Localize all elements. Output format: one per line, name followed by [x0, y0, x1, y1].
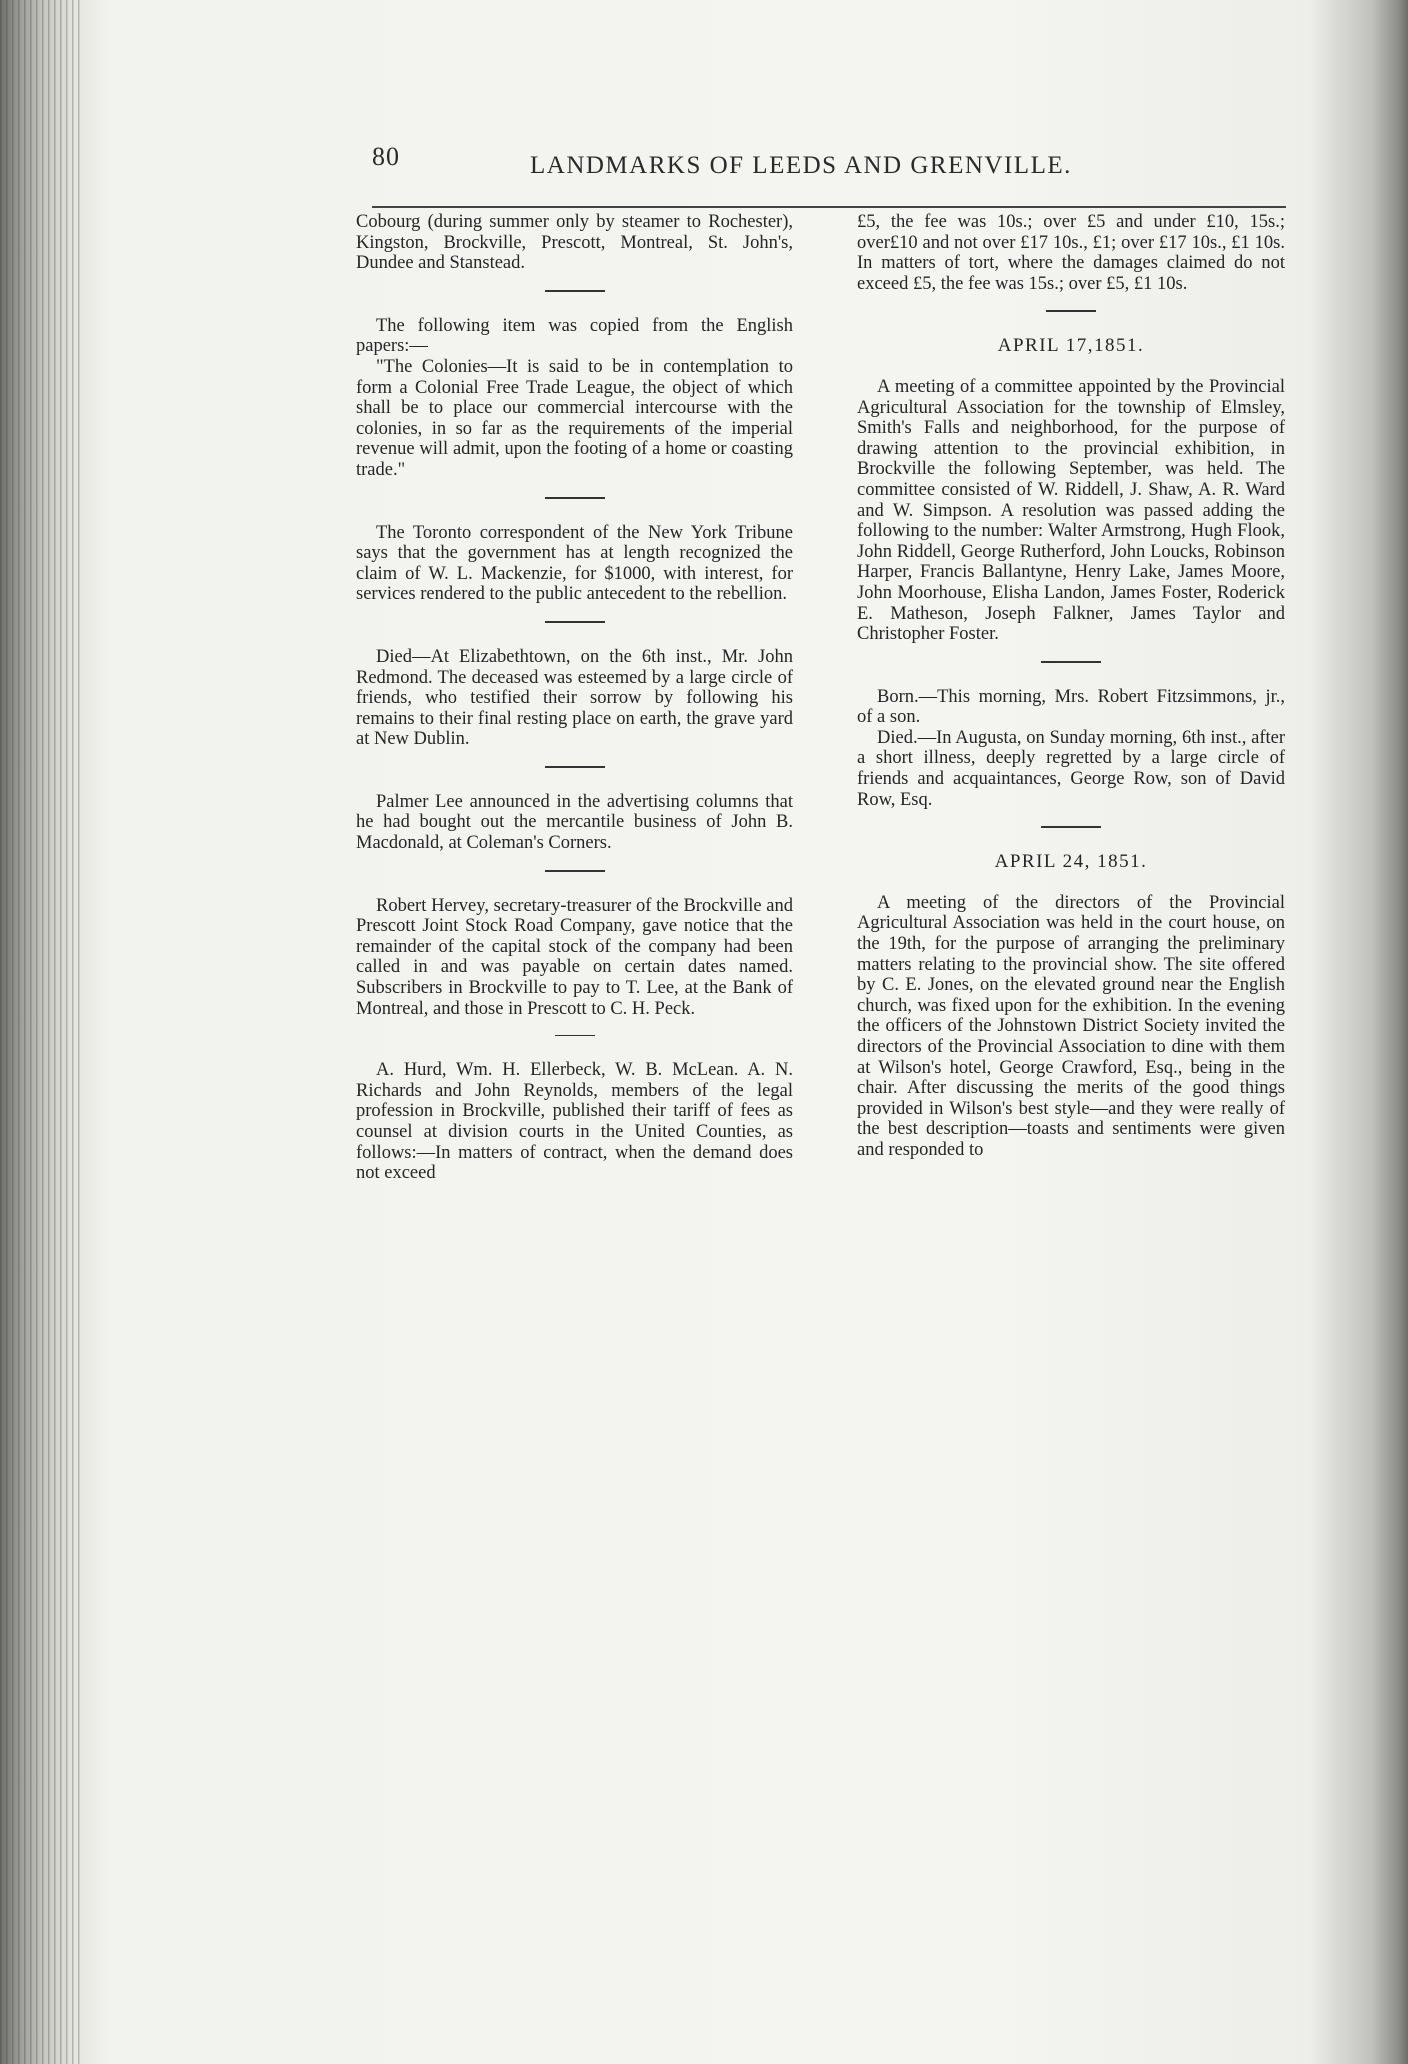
- paragraph-cobourg: Cobourg (during summer only by steamer to Rochester), Kingston, Brockville, Prescott, Montreal, St. John's, Dundee and Stanstead.: [356, 212, 793, 274]
- section-separator: [545, 766, 605, 768]
- running-title: LANDMARKS OF LEEDS AND GRENVILLE.: [530, 152, 1072, 179]
- section-separator: [545, 497, 605, 499]
- paragraph-elmsley-committee: A meeting of a committee appointed by the Provincial Agricultural Association for the township of Elmsley, Smith's Falls and neighborhood, for the purpose of drawing attention to the provincial exhibition, in Brockville the following September, was held. The committee consisted of W. Riddell, J. Shaw, A. R. Ward and W. Simpson. A resolution was passed adding the following to the number: Walter Armstrong, Hugh Flook, John Riddell, George Rutherford, John Loucks, Robinson Harper, Francis Ballantyne, Henry Lake, James Moore, John Moorhouse, Elisha Landon, James Foster, Roderick E. Matheson, Joseph Falkner, James Taylor and Christopher Foster.: [857, 376, 1285, 645]
- paragraph-died-redmond: Died—At Elizabethtown, on the 6th inst., Mr. John Redmond. The deceased was esteemed by a large circle of friends, who testified their sorrow by following his remains to their final resting place on earth, the grave yard at New Dublin.: [356, 646, 793, 750]
- right-column: [857, 212, 1285, 1161]
- paragraph-palmer-lee: Palmer Lee announced in the advertising columns that he had bought out the mercantile business of John B. Macdonald, at Coleman's Corners.: [356, 791, 793, 854]
- section-separator: [555, 1035, 595, 1036]
- paragraph-legal-tariff: A. Hurd, Wm. H. Ellerbeck, W. B. McLean. A. N. Richards and John Reynolds, members of the legal profession in Brockville, published their tariff of fees as counsel at division courts in the United Counties, as follows:—In matters of contract, when the demand does not exceed: [356, 1060, 793, 1184]
- left-column: [356, 212, 793, 1184]
- paragraph-colonies-quote: "The Colonies—It is said to be in contemplation to form a Colonial Free Trade League, the object of which shall be to place our commercial intercourse with the colonies, in so far as the requirements of the imperial revenue will admit, upon the footing of a home or coasting trade.": [356, 356, 793, 480]
- section-separator: [545, 870, 605, 872]
- section-separator: [545, 621, 605, 623]
- paragraph-english-papers-intro: The following item was copied from the English papers:—: [356, 315, 793, 357]
- paragraph-toronto-correspondent: The Toronto correspondent of the New York Tribune says that the government has at length recognized the claim of W. L. Mackenzie, for $1000, with interest, for services rendered to the public antecedent to the rebellion.: [356, 522, 793, 605]
- section-separator: [1041, 661, 1101, 663]
- paragraph-born-fitzsimmons: Born.—This morning, Mrs. Robert Fitzsimmons, jr., of a son.: [857, 686, 1285, 728]
- section-separator: [1046, 310, 1096, 312]
- section-separator: [545, 290, 605, 292]
- date-heading-april-24: APRIL 24, 1851.: [994, 851, 1148, 873]
- page-number: 80: [372, 142, 400, 171]
- header-rule: [372, 206, 1286, 208]
- paragraph-died-row: Died.—In Augusta, on Sunday morning, 6th inst., after a short illness, deeply regretted by a large circle of friends and acquaintances, George Row, son of David Row, Esq.: [857, 727, 1285, 810]
- paragraph-robert-hervey: Robert Hervey, secretary-treasurer of the Brockville and Prescott Joint Stock Road Company, gave notice that the remainder of the capital stock of the company had been called in and was payable on certain dates named. Subscribers in Brockville to pay to T. Lee, at the Bank of Montreal, and those in Prescott to C. H. Peck.: [356, 895, 793, 1019]
- date-heading-april-17: APRIL 17,1851.: [997, 335, 1145, 357]
- section-separator: [1041, 826, 1101, 828]
- paragraph-fee-continuation: £5, the fee was 10s.; over £5 and under £10, 15s.; over£10 and not over £17 10s., £1; over £17 10s., £1 10s. In matters of tort, where the damages claimed do not exceed £5, the fee was 15s.; over £5, £1 10s.: [857, 212, 1285, 294]
- paragraph-directors-meeting: A meeting of the directors of the Provincial Agricultural Association was held in the court house, on the 19th, for the purpose of arranging the preliminary matters relating to the provincial show. The site offered by C. E. Jones, on the elevated ground near the English church, was fixed upon for the exhibition. In the evening the officers of the Johnstown District Society invited the directors of the Provincial Association to dine with them at Wilson's hotel, George Crawford, Esq., being in the chair. After discussing the merits of the good things provided in Wilson's best style—and they were really of the best description—toasts and sentiments were given and responded to: [857, 892, 1285, 1160]
